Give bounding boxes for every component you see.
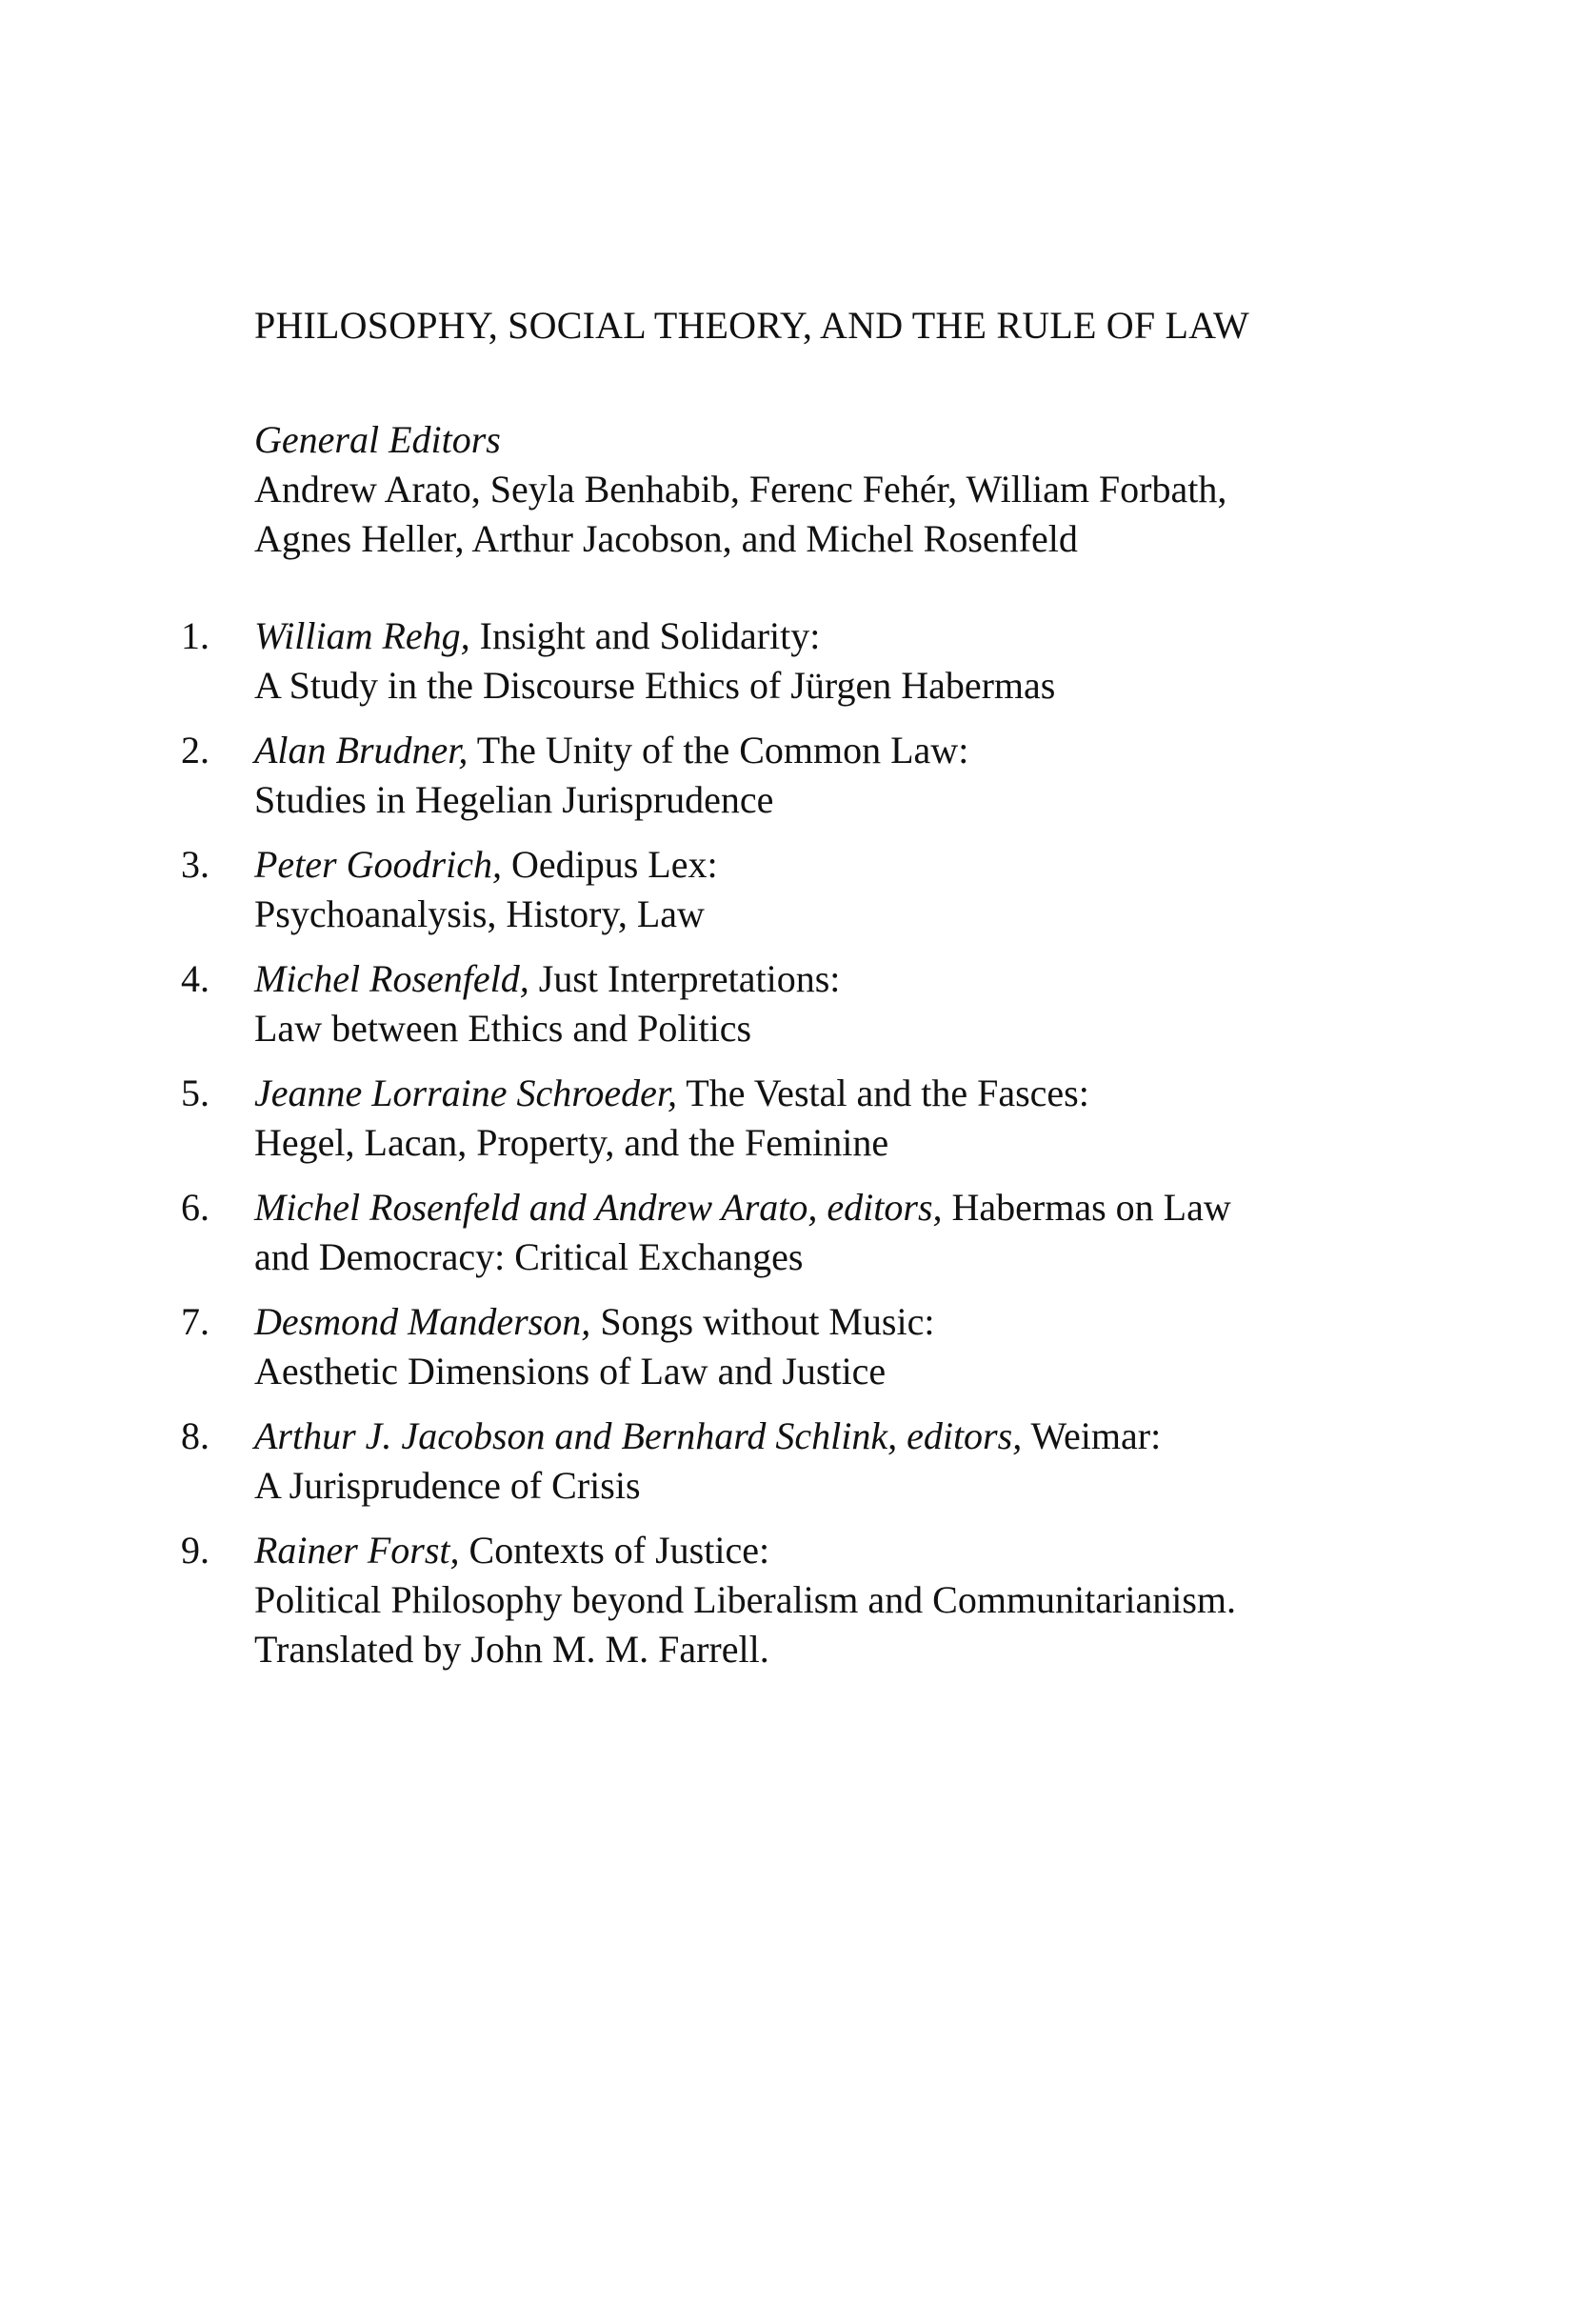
book-text [254, 1297, 1530, 1396]
book-subtitle: Psychoanalysis, History, Law [254, 892, 705, 935]
book-author: Peter Goodrich, [254, 843, 502, 886]
book-entry-1 [0, 611, 1575, 726]
book-translator-note: Translated by John M. M. Farrell. [254, 1628, 769, 1671]
series-title: PHILOSOPHY, SOCIAL THEORY, AND THE RULE OF LAW [254, 304, 1249, 347]
book-number: 9. [181, 1529, 209, 1572]
book-title: Weimar: [1030, 1414, 1162, 1457]
book-number: 5. [181, 1072, 209, 1114]
book-subtitle: and Democracy: Critical Exchanges [254, 1235, 804, 1278]
book-number: 1. [181, 614, 209, 657]
book-first-line [254, 954, 1530, 1004]
book-text [254, 1069, 1530, 1168]
book-entry-6 [0, 1183, 1575, 1297]
book-author: Desmond Manderson, [254, 1300, 591, 1343]
book-text [254, 611, 1530, 711]
book-author: Michel Rosenfeld and Andrew Arato, editors, [254, 1186, 943, 1229]
book-author: Rainer Forst, [254, 1529, 460, 1572]
book-first-line [254, 611, 1530, 661]
book-text [254, 840, 1530, 939]
book-number: 3. [181, 843, 209, 886]
book-subtitle: Political Philosophy beyond Liberalism and Communitarianism. [254, 1578, 1237, 1621]
book-author: Arthur J. Jacobson and Bernhard Schlink, editors, [254, 1414, 1023, 1457]
general-editors-heading: General Editors [254, 418, 501, 461]
general-editors-line: Andrew Arato, Seyla Benhabib, Ferenc Fehér, William Forbath, [254, 468, 1227, 511]
book-first-line [254, 1297, 1530, 1347]
book-text [254, 1183, 1530, 1282]
book-entry-8 [0, 1412, 1575, 1526]
book-list [0, 611, 1575, 1697]
book-author: Alan Brudner, [254, 729, 469, 771]
book-subtitle: Hegel, Lacan, Property, and the Feminine [254, 1121, 889, 1164]
book-number: 2. [181, 729, 209, 771]
book-number: 4. [181, 957, 209, 1000]
book-first-line [254, 840, 1530, 890]
book-text [254, 1526, 1530, 1674]
book-first-line [254, 1412, 1530, 1461]
book-subtitle: Studies in Hegelian Jurisprudence [254, 778, 774, 821]
book-author: Jeanne Lorraine Schroeder, [254, 1072, 677, 1114]
book-subtitle: Aesthetic Dimensions of Law and Justice [254, 1350, 887, 1392]
book-text [254, 726, 1530, 825]
book-author: William Rehg, [254, 614, 470, 657]
book-title: Insight and Solidarity: [479, 614, 821, 657]
book-subtitle: A Jurisprudence of Crisis [254, 1464, 641, 1507]
book-text [254, 954, 1530, 1053]
book-title: Contexts of Justice: [469, 1529, 770, 1572]
book-entry-2 [0, 726, 1575, 840]
book-entry-7 [0, 1297, 1575, 1412]
book-number: 8. [181, 1414, 209, 1457]
general-editors-line: Agnes Heller, Arthur Jacobson, and Michel Rosenfeld [254, 517, 1078, 560]
book-first-line [254, 1069, 1530, 1118]
book-entry-5 [0, 1069, 1575, 1183]
book-first-line [254, 1183, 1530, 1232]
book-number: 6. [181, 1186, 209, 1229]
book-entry-9 [0, 1526, 1575, 1697]
book-title: The Vestal and the Fasces: [686, 1072, 1089, 1114]
book-entry-3 [0, 840, 1575, 954]
book-title: The Unity of the Common Law: [476, 729, 969, 771]
book-title: Habermas on Law [951, 1186, 1231, 1229]
book-number: 7. [181, 1300, 209, 1343]
book-author: Michel Rosenfeld, [254, 957, 529, 1000]
book-subtitle: Law between Ethics and Politics [254, 1007, 752, 1050]
book-entry-4 [0, 954, 1575, 1069]
book-first-line [254, 1526, 1530, 1575]
general-editors-block [254, 415, 1226, 564]
book-text [254, 1412, 1530, 1511]
book-title: Songs without Music: [600, 1300, 935, 1343]
book-title: Just Interpretations: [538, 957, 841, 1000]
book-first-line [254, 726, 1530, 775]
book-title: Oedipus Lex: [510, 843, 718, 886]
book-subtitle: A Study in the Discourse Ethics of Jürgen Habermas [254, 664, 1056, 707]
